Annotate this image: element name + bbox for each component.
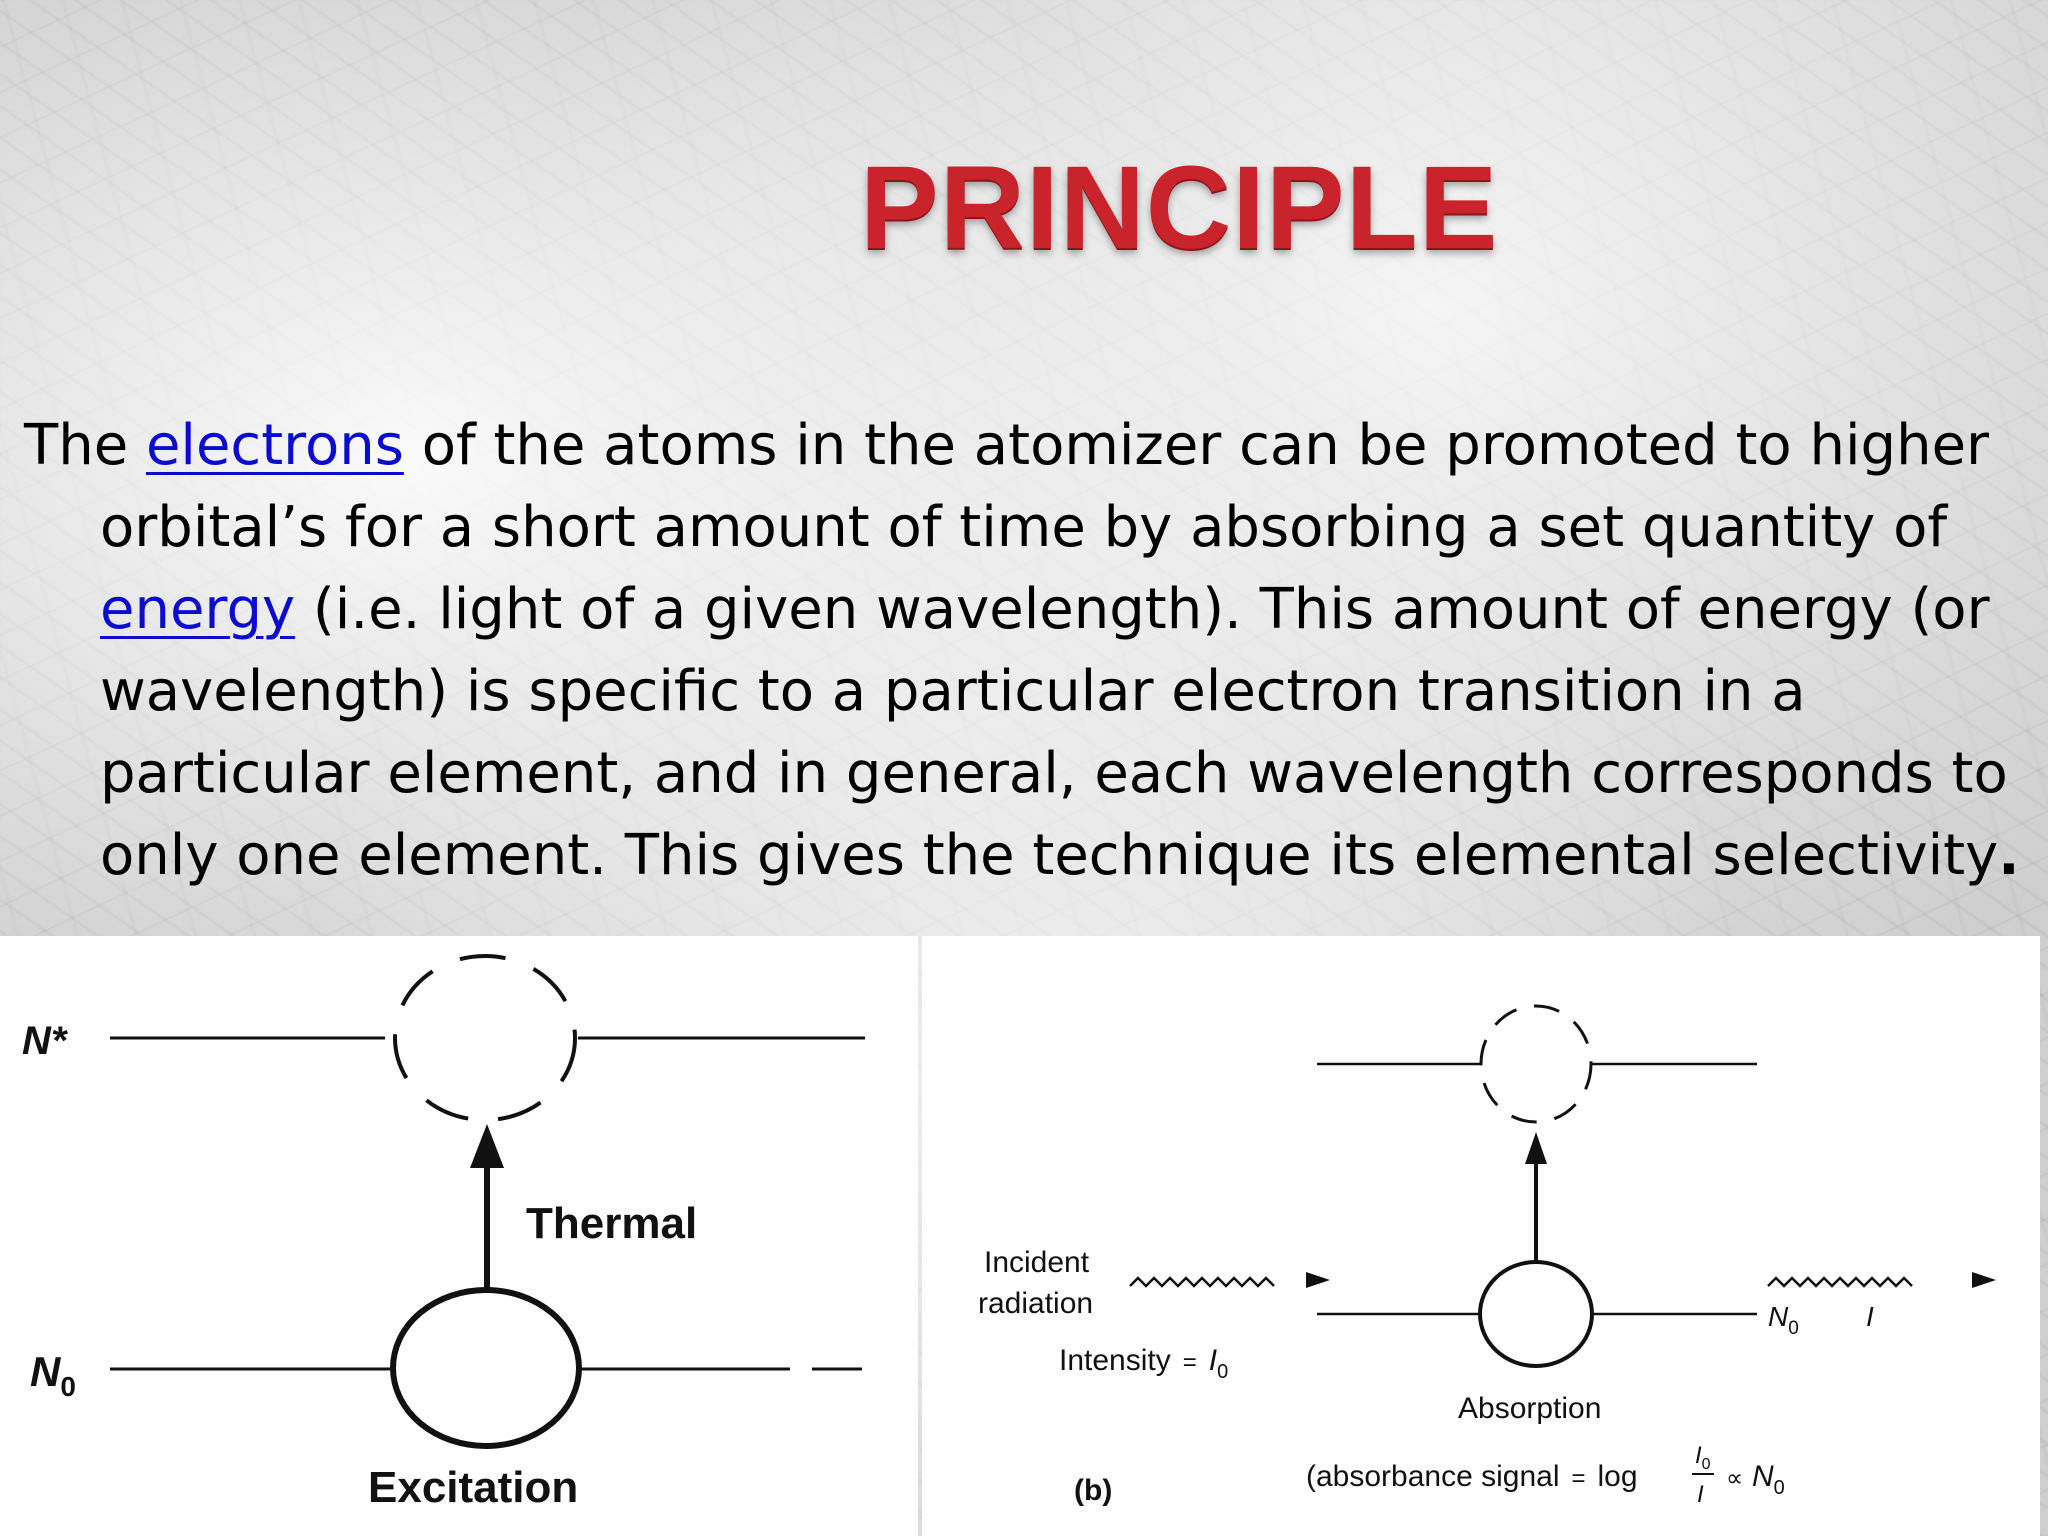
paragraph-final-period: . — [1998, 823, 2020, 888]
out-n-symbol: N — [1768, 1301, 1789, 1332]
transmitted-wave-line — [1768, 1278, 1912, 1286]
signal-equals: = — [1571, 1465, 1586, 1492]
excited-state-dashed-circle — [1481, 1006, 1591, 1122]
fraction-numerator — [1695, 1442, 1711, 1473]
lower-level-label — [30, 1348, 76, 1402]
frac-num-subscript: 0 — [1701, 1456, 1711, 1473]
ground-state-circle — [1480, 1262, 1592, 1366]
energy-link[interactable]: energy — [100, 577, 296, 642]
n0-absorbance-label — [1752, 1460, 1785, 1499]
absorption-diagram — [922, 936, 2040, 1536]
thermal-arrow-head — [470, 1124, 504, 1168]
frac-num-symbol: I — [1695, 1442, 1702, 1469]
transmitted-i-label: I — [1866, 1301, 1874, 1332]
paragraph-text-2: of the atoms in the atomizer can be promoted to higher orbital’s for a short amount of time by absorbing a set quantity of — [100, 413, 1990, 560]
intensity-equals: = — [1182, 1349, 1197, 1376]
incident-label-line2: radiation — [978, 1287, 1094, 1320]
transmitted-wave-arrowhead — [1972, 1272, 1996, 1288]
fraction-denominator: I — [1697, 1481, 1704, 1508]
upper-level-label: N* — [22, 1019, 67, 1063]
figures-area — [0, 936, 2048, 1536]
proportional-symbol: ∝ — [1726, 1465, 1744, 1492]
lower-level-symbol: N — [30, 1348, 61, 1395]
slide-title: PRINCIPLE — [860, 142, 1499, 274]
excitation-caption: Excitation — [368, 1463, 579, 1512]
intensity-text: Intensity — [1059, 1344, 1171, 1377]
absorption-arrow-head — [1525, 1132, 1547, 1164]
intensity-label — [1059, 1344, 1228, 1383]
excitation-diagram — [0, 936, 918, 1536]
electrons-link[interactable]: electrons — [145, 413, 404, 478]
excited-state-dashed-circle — [395, 956, 575, 1120]
ground-state-circle — [393, 1290, 579, 1446]
n-subscript: 0 — [1773, 1477, 1785, 1499]
i0-symbol: I — [1208, 1344, 1218, 1377]
incident-wave-line — [1130, 1278, 1274, 1286]
thermal-label: Thermal — [526, 1199, 698, 1248]
excitation-diagram-panel — [0, 936, 918, 1536]
transmitted-n0-label — [1768, 1301, 1799, 1339]
incident-wave-arrowhead — [1306, 1272, 1330, 1288]
signal-text: (absorbance signal — [1306, 1460, 1560, 1493]
signal-log: log — [1597, 1460, 1638, 1493]
absorption-diagram-panel — [922, 936, 2040, 1536]
incident-label-line1: Incident — [984, 1246, 1090, 1279]
out-n-subscript: 0 — [1788, 1318, 1799, 1339]
panel-tag-b: (b) — [1074, 1474, 1113, 1507]
paragraph-text-1: The — [24, 413, 146, 478]
absorption-caption: Absorption — [1458, 1392, 1602, 1425]
absorbance-signal-label — [1306, 1460, 1638, 1493]
i0-subscript: 0 — [1217, 1361, 1229, 1383]
n-symbol: N — [1752, 1460, 1774, 1493]
paragraph-text-3: (i.e. light of a given wavelength). This amount of energy (or wavelength) is specific to a particular electron transition in a particular element, and in general, each wavelength corresponds to only one element. This gives the technique its elemental selectivity — [100, 577, 2008, 888]
lower-level-subscript: 0 — [60, 1371, 76, 1402]
principle-paragraph — [24, 405, 2048, 897]
